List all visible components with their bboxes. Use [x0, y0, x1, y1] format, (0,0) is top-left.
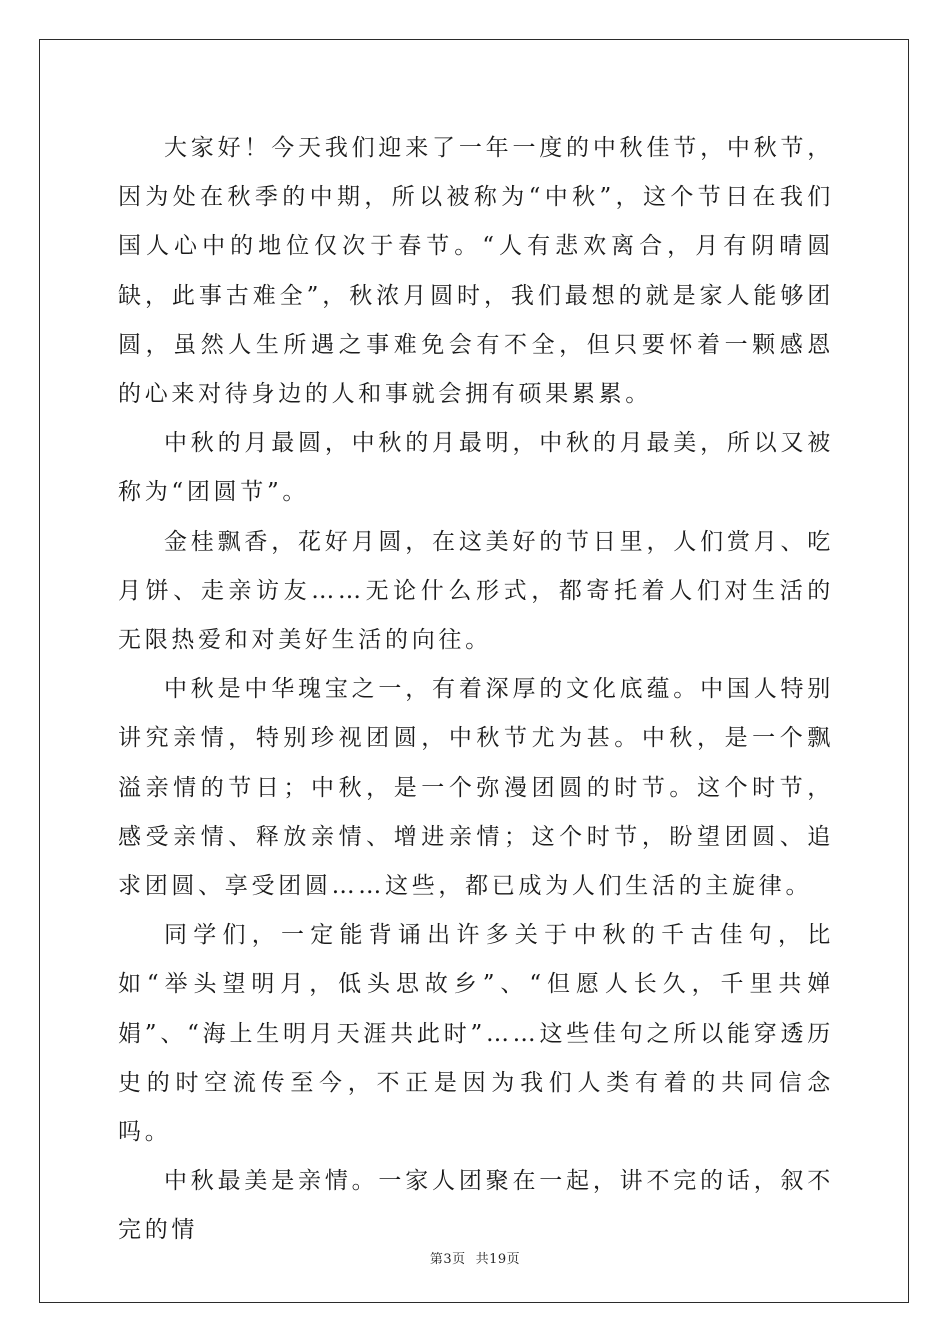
paragraph: 中秋是中华瑰宝之一，有着深厚的文化底蕴。中国人特别讲究亲情，特别珍视团圆，中秋节尤为甚。中秋，是一个飘溢亲情的节日；中秋，是一个弥漫团圆的时节。这个时节，感受亲情、释放亲情、增进亲情；这个时节，盼望团圆、追求团圆、享受团圆……这些，都已成为人们生活的主旋律。: [118, 676, 834, 900]
paragraph: 同学们，一定能背诵出许多关于中秋的千古佳句，比如“举头望明月，低头思故乡”、“但愿人长久，千里共婵娟”、“海上生明月天涯共此时”……这些佳句之所以能穿透历史的时空流传至今，不正是因为我们人类有着的共同信念吗。: [118, 922, 834, 1146]
paragraph: 中秋的月最圆，中秋的月最明，中秋的月最美，所以又被称为“团圆节”。: [118, 430, 834, 506]
paragraph: 大家好！今天我们迎来了一年一度的中秋佳节，中秋节，因为处在秋季的中期，所以被称为“中秋”，这个节日在我们国人心中的地位仅次于春节。“人有悲欢离合，月有阴晴圆缺，此事古难全”，秋浓月圆时，我们最想的就是家人能够团圆，虽然人生所遇之事难免会有不全，但只要怀着一颗感恩的心来对待身边的人和事就会拥有硕果累累。: [118, 135, 834, 408]
page-footer: [0, 1248, 950, 1267]
document-body: [118, 124, 834, 1256]
current-page-number: 第3页: [429, 1252, 466, 1267]
paragraph: 金桂飘香，花好月圆，在这美好的节日里，人们赏月、吃月饼、走亲访友……无论什么形式，都寄托着人们对生活的无限热爱和对美好生活的向往。: [118, 528, 834, 654]
paragraph: 中秋最美是亲情。一家人团聚在一起，讲不完的话，叙不完的情: [118, 1168, 834, 1244]
total-page-count: 共19页: [475, 1252, 521, 1267]
